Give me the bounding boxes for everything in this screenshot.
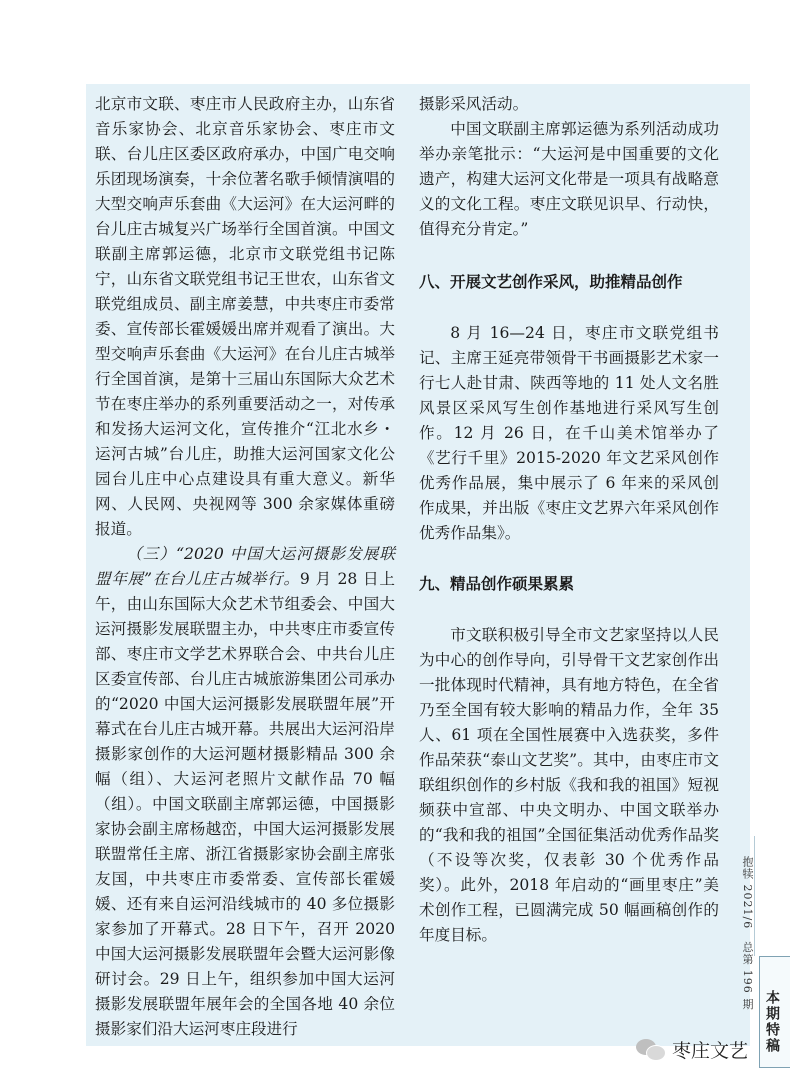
right-paragraph-3: 8 月 16—24 日，枣庄市文联党组书记、主席王延亮带领骨干书画摄影艺术家一行七人赴甘肃、陕西等地的 11 处人文名胜风景区采风写生创作基地进行采风写生创作。12 月 26 日，在千山美术馆举办了《艺行千里》2015-2020 年文艺采风创作优秀作品展，集中展示了 6 年来的采风创作成果，并出版《枣庄文艺界六年采风创作优秀作品集》。: [419, 324, 719, 542]
left-paragraph-2-body: 9 月 28 日上午，由山东国际大众艺术节组委会、中国大运河摄影发展联盟主办，中共枣庄市委宣传部、枣庄市文学艺术界联合会、中共台儿庄区委宣传部、台儿庄古城旅游集团公司承办的“2020 中国大运河摄影发展联盟年展”开幕式在台儿庄古城开幕。共展出大运河沿岸摄影家创作的大运河题材摄影精品 300 余幅（组）、大运河老照片文献作品 70 幅（组）。中国文联副主席郭运德，中国摄影家协会副主席杨越峦，中国大运河摄影发展联盟常任主席、浙江省摄影家协会副主席张友国，中共枣庄市委常委、宣传部长霍媛媛、还有来自运河沿线城市的 40 多位摄影家参加了开幕式。28 日下午，召开 2020 中国大运河摄影发展联盟年会暨大运河影像研讨会。29 日上午，组织参加中国大运河摄影发展联盟年展年会的全国各地 40 余位摄影家们沿大运河枣庄段进行: [95, 570, 395, 1038]
right-paragraph-4: 市文联积极引导全市文艺家坚持以人民为中心的创作导向，引导骨干文艺家创作出一批体现时代精神，具有地方特色，在全省乃至全国有较大影响的精品力作，全年 35 人、61 项在全国性展赛中入选获奖，多件作品荣获“泰山文艺奖”。其中，由枣庄市文联组织创作的乡村版《我和我的祖国》短视频获中宣部、中央文明办、中国文联举办的“我和我的祖国”全国征集活动优秀作品奖（不设等次奖，仅表彰 30 个优秀作品奖）。此外，2018 年启动的“画里枣庄”美术创作工程，已圆满完成 50 幅画稿创作的年度目标。: [419, 626, 719, 944]
right-paragraph-2: 中国文联副主席郭运德为系列活动成功举办亲笔批示：“大运河是中国重要的文化遗产，构建大运河文化带是一项具有战略意义的文化工程。枣庄文联见识早、行动快，值得充分肯定。”: [419, 120, 719, 238]
watermark-text: 枣庄文艺: [672, 1039, 749, 1062]
wechat-watermark: [636, 1032, 748, 1066]
left-column: [95, 92, 395, 1042]
left-paragraph-2: [95, 542, 395, 1042]
section-heading-8: 八、开展文艺创作采风，助推精品创作: [419, 273, 683, 291]
left-paragraph-2-lead: （三）“2020 中国大运河摄影发展联盟年展”在台儿庄古城举行。: [95, 545, 395, 588]
section-label: 本期特稿: [764, 990, 780, 1054]
wechat-icon: [636, 1037, 666, 1061]
section-heading-9: 九、精品创作硕果累累: [419, 575, 575, 593]
right-column: [419, 92, 719, 948]
left-paragraph-1: 北京市文联、枣庄市人民政府主办，山东省音乐家协会、北京音乐家协会、枣庄市文联、台儿庄区委区政府承办，中国广电交响乐团现场演奏，十余位著名歌手倾情演唱的大型交响声乐套曲《大运河》在大运河畔的台儿庄古城复兴广场举行全国首演。中国文联副主席郭运德，北京市文联党组书记陈宁，山东省文联党组书记王世农，山东省文联党组成员、副主席姜慧，中共枣庄市委常委、宣传部长霍媛媛出席并观看了演出。大型交响声乐套曲《大运河》在台儿庄古城举行全国首演，是第十三届山东国际大众艺术节在枣庄举办的系列重要活动之一，对传承和发扬大运河文化，宣传推介“江北水乡・运河古城”台儿庄，助推大运河国家文化公园台儿庄中心点建设具有重大意义。新华网、人民网、央视网等 300 余家媒体重磅报道。: [95, 95, 395, 538]
right-paragraph-1: 摄影采风活动。: [419, 95, 529, 113]
issue-info: 抱犊 2021/6 总第 196 期: [741, 856, 754, 1011]
